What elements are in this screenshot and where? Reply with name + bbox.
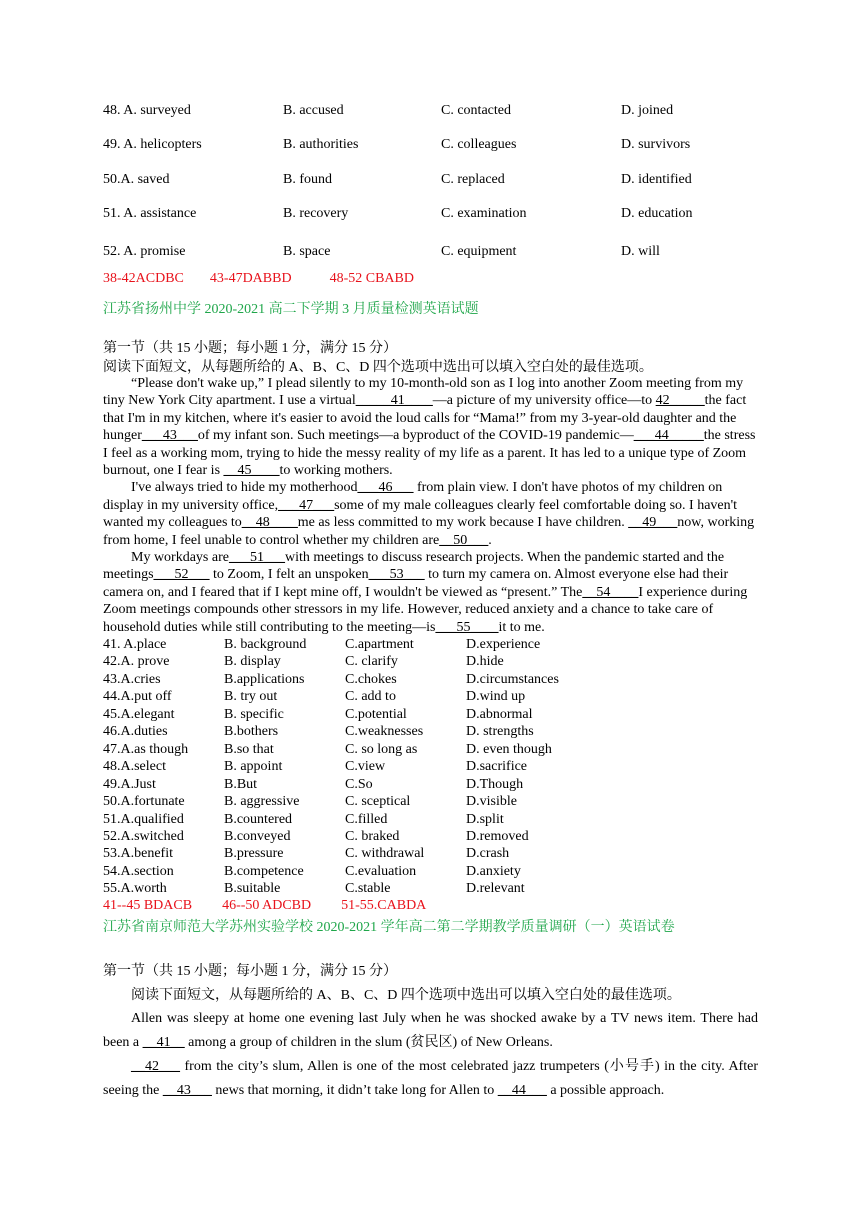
- option-d: D.removed: [466, 828, 529, 844]
- option-c: C.filled: [345, 811, 388, 827]
- option-c: C.stable: [345, 881, 391, 897]
- option-a: 42.A. prove: [103, 654, 170, 670]
- blank: __49___: [628, 515, 678, 531]
- option-row: [103, 244, 763, 264]
- option-b: B. display: [224, 654, 281, 670]
- option-a: 51. A. assistance: [103, 206, 197, 221]
- option-c: C.weaknesses: [345, 724, 424, 740]
- passage-text: Allen was sleepy at home one evening last July when he was shocked awake by a TV news item. There had been a: [103, 1011, 758, 1050]
- passage-text: to turn my camera on. Almost everyone else had their camera on, and I feared that if I kept mine off, I wouldn't be viewed as “present.” The: [103, 567, 729, 600]
- option-d: D.anxiety: [466, 863, 521, 879]
- option-c: C. braked: [345, 828, 400, 844]
- blank: ___43___: [141, 428, 198, 444]
- passage-paragraph: [103, 375, 759, 479]
- option-c: C. so long as: [345, 741, 418, 757]
- option-c: C. equipment: [441, 244, 517, 259]
- option-b: B.pressure: [224, 846, 284, 862]
- option-c: C.chokes: [345, 671, 397, 687]
- option-b: B. accused: [283, 103, 344, 118]
- option-d: D.wind up: [466, 689, 526, 705]
- option-a: 43.A.cries: [103, 671, 161, 687]
- option-c: C. sceptical: [345, 794, 411, 810]
- passage-text: a possible approach.: [546, 1083, 665, 1098]
- option-c: C. contacted: [441, 103, 511, 118]
- option-b: B. found: [283, 172, 332, 187]
- option-d: D. strengths: [466, 724, 534, 740]
- instruction: 阅读下面短文，从每题所给的 A、B、C、D 四个选项中选出可以填入空白处的最佳选项。: [131, 988, 681, 1003]
- option-row: [103, 724, 603, 741]
- option-d: D. identified: [621, 172, 692, 187]
- option-b: B. aggressive: [224, 794, 300, 810]
- passage-paragraph: [103, 479, 759, 549]
- option-row: [103, 137, 763, 157]
- passage-paragraph: [103, 549, 759, 636]
- passage-text: now, working from home, I feel unable to control whether my children are: [103, 515, 755, 548]
- passage-text: to working mothers.: [279, 463, 393, 479]
- option-row: [103, 777, 603, 794]
- blank: 42_____: [655, 393, 705, 409]
- answer-group: 46--50 ADCBD: [222, 898, 312, 913]
- option-b: B. background: [224, 637, 307, 652]
- answer-group: 43-47DABBD: [209, 271, 292, 286]
- option-a: 44.A.put off: [103, 689, 172, 705]
- option-b: B. space: [283, 244, 331, 259]
- option-c: C. add to: [345, 689, 396, 705]
- option-row: [103, 829, 603, 846]
- passage-text: news that morning, it didn’t take long for Allen to: [211, 1083, 498, 1098]
- passage-text: the stress I feel as a working mom, trying to hide the messy reality of my life as a parent. It has led to a unique type of Zoom burnout, one I fear is: [103, 428, 756, 479]
- passage-text: it to me.: [498, 619, 545, 635]
- test-title: 江苏省扬州中学 2020-2021 高二下学期 3 月质量检测英语试题: [103, 302, 479, 317]
- answer-key: [103, 271, 440, 287]
- option-d: D.Though: [466, 776, 524, 792]
- option-a: 51.A.qualified: [103, 811, 184, 827]
- option-a: 49. A. helicopters: [103, 137, 202, 152]
- blank: __42___: [131, 1059, 180, 1074]
- option-row: [103, 103, 763, 123]
- option-b: B. specific: [224, 706, 284, 722]
- blank: ___53___: [368, 567, 425, 583]
- option-a: 54.A.section: [103, 863, 174, 879]
- option-b: B.applications: [224, 671, 305, 687]
- passage-text: My workdays are: [131, 550, 229, 566]
- option-row: [103, 637, 603, 654]
- blank: __45____: [223, 463, 280, 479]
- option-row: [103, 742, 603, 759]
- option-a: 50.A.fortunate: [103, 794, 185, 810]
- option-c: C.view: [345, 759, 386, 775]
- option-a: 50.A. saved: [103, 172, 170, 187]
- passage-text: the fact that I'm in my kitchen, where it's easier to avoid the loud calls for “Mama!” from my 3-year-old daughter and the hunger: [103, 393, 747, 444]
- blank: _____41____: [355, 393, 433, 409]
- option-c: C. withdrawal: [345, 846, 425, 862]
- option-d: D. even though: [466, 741, 552, 757]
- option-d: D. education: [621, 206, 693, 221]
- passage-text: I've always tried to hide my motherhood: [131, 480, 358, 496]
- option-c: C.So: [345, 776, 373, 792]
- passage-paragraph: [103, 1055, 758, 1103]
- option-c: C.potential: [345, 706, 407, 722]
- passage-text: among a group of children in the slum (贫民区) of New Orleans.: [184, 1035, 553, 1050]
- blank: __44___: [497, 1083, 547, 1098]
- blank: __50___: [439, 532, 489, 548]
- answer-group: 41--45 BDACB: [103, 898, 193, 913]
- option-d: D.circumstances: [466, 671, 559, 687]
- option-row: [103, 689, 603, 706]
- option-d: D. survivors: [621, 137, 691, 152]
- option-a: 53.A.benefit: [103, 846, 173, 862]
- option-a: 55.A.worth: [103, 881, 167, 897]
- blank: ___55____: [435, 619, 499, 635]
- option-row: [103, 759, 603, 776]
- option-a: 52. A. promise: [103, 244, 186, 259]
- option-row: [103, 846, 603, 863]
- option-b: B.competence: [224, 863, 304, 879]
- passage-text: from plain view. I don't have photos of my children on display in my university office,: [103, 480, 723, 513]
- option-d: D.crash: [466, 846, 510, 862]
- option-row: [103, 707, 603, 724]
- option-b: B. try out: [224, 689, 278, 705]
- option-b: B.conveyed: [224, 828, 291, 844]
- option-a: 47.A.as though: [103, 741, 189, 757]
- passage: [103, 1007, 758, 1103]
- option-a: 46.A.duties: [103, 724, 168, 740]
- option-d: D.split: [466, 811, 504, 827]
- passage-text: with meetings to discuss research projects. When the pandemic started and the meetings: [103, 550, 725, 583]
- option-b: B.bothers: [224, 724, 279, 740]
- option-c: C. examination: [441, 206, 527, 221]
- section-heading: 第一节（共 15 小题；每小题 1 分，满分 15 分）: [103, 341, 397, 356]
- option-c: C. colleagues: [441, 137, 517, 152]
- passage-text: to Zoom, I felt an unspoken: [209, 567, 369, 583]
- answer-group: 48-52 CBABD: [329, 271, 414, 286]
- option-b: B. recovery: [283, 206, 349, 221]
- passage-text: I experience during Zoom meetings compounds other stressors in my life. However, reduced anxiety and a chance to take care of household duties while still contributing to the meeting—is: [103, 584, 748, 635]
- option-c: C.evaluation: [345, 863, 417, 879]
- passage-text: —a picture of my university office—to: [432, 393, 653, 409]
- option-d: D.experience: [466, 637, 541, 652]
- passage-text: .: [488, 532, 492, 548]
- passage-paragraph: [103, 1007, 758, 1055]
- passage-text: of my infant son. Such meetings—a byproduct of the COVID-19 pandemic—: [197, 428, 634, 444]
- option-b: B.so that: [224, 741, 274, 757]
- blank: ___47___: [278, 497, 335, 513]
- blank: __43___: [162, 1083, 212, 1098]
- section-heading: 第一节（共 15 小题；每小题 1 分，满分 15 分）: [103, 964, 397, 979]
- option-d: D.hide: [466, 654, 504, 670]
- option-d: D. joined: [621, 103, 674, 118]
- passage: [103, 375, 759, 636]
- answer-group: 51-55.CABDA: [341, 898, 427, 913]
- option-d: D. will: [621, 244, 660, 259]
- option-row: [103, 654, 603, 671]
- blank: ___51___: [228, 550, 285, 566]
- blank: __48____: [241, 515, 298, 531]
- option-a: 45.A.elegant: [103, 706, 175, 722]
- option-b: B.But: [224, 776, 258, 792]
- option-row: [103, 812, 603, 829]
- option-a: 48.A.select: [103, 759, 166, 775]
- passage-text: from the city’s slum, Allen is one of the most celebrated jazz trumpeters (小号手) in the city. After seeing the: [103, 1059, 758, 1098]
- passage-text: “Please don't wake up,” I plead silently to my 10-month-old son as I log into another Zoom meeting from my tiny New York City apartment. I use a virtual: [103, 376, 744, 409]
- option-a: 49.A.Just: [103, 776, 156, 792]
- blank: ___52___: [153, 567, 210, 583]
- option-b: B. authorities: [283, 137, 359, 152]
- option-d: D.relevant: [466, 881, 525, 897]
- option-d: D.abnormal: [466, 706, 533, 722]
- option-b: B.suitable: [224, 881, 281, 897]
- option-b: B.countered: [224, 811, 293, 827]
- option-a: 48. A. surveyed: [103, 103, 191, 118]
- option-row: [103, 794, 603, 811]
- option-d: D.sacrifice: [466, 759, 528, 775]
- option-row: [103, 672, 603, 689]
- option-row: [103, 864, 603, 881]
- test-title: 江苏省南京师范大学苏州实验学校 2020-2021 学年高二第二学期教学质量调研（一）英语试卷: [103, 920, 675, 935]
- passage-text: me as less committed to my work because I have children.: [297, 515, 629, 531]
- option-row: [103, 206, 763, 226]
- blank: __41__: [142, 1035, 185, 1050]
- option-a: 52.A.switched: [103, 828, 184, 844]
- answer-group: 38-42ACDBC: [103, 271, 184, 286]
- passage-text: some of my male colleagues clearly feel comfortable doing so. I haven't wanted my colleagues to: [103, 497, 738, 531]
- blank: __54____: [582, 584, 639, 600]
- blank: ___44_____: [633, 428, 704, 444]
- option-a: 41. A.place: [103, 637, 167, 652]
- option-d: D.visible: [466, 794, 517, 810]
- blank: ___46___: [357, 480, 414, 496]
- option-c: C. clarify: [345, 654, 398, 670]
- option-b: B. appoint: [224, 759, 283, 775]
- option-c: C.apartment: [345, 637, 414, 652]
- instruction: 阅读下面短文，从每题所给的 A、B、C、D 四个选项中选出可以填入空白处的最佳选项。: [103, 360, 653, 375]
- option-row: [103, 881, 603, 898]
- option-c: C. replaced: [441, 172, 505, 187]
- option-row: [103, 172, 763, 192]
- answer-key: [103, 898, 452, 914]
